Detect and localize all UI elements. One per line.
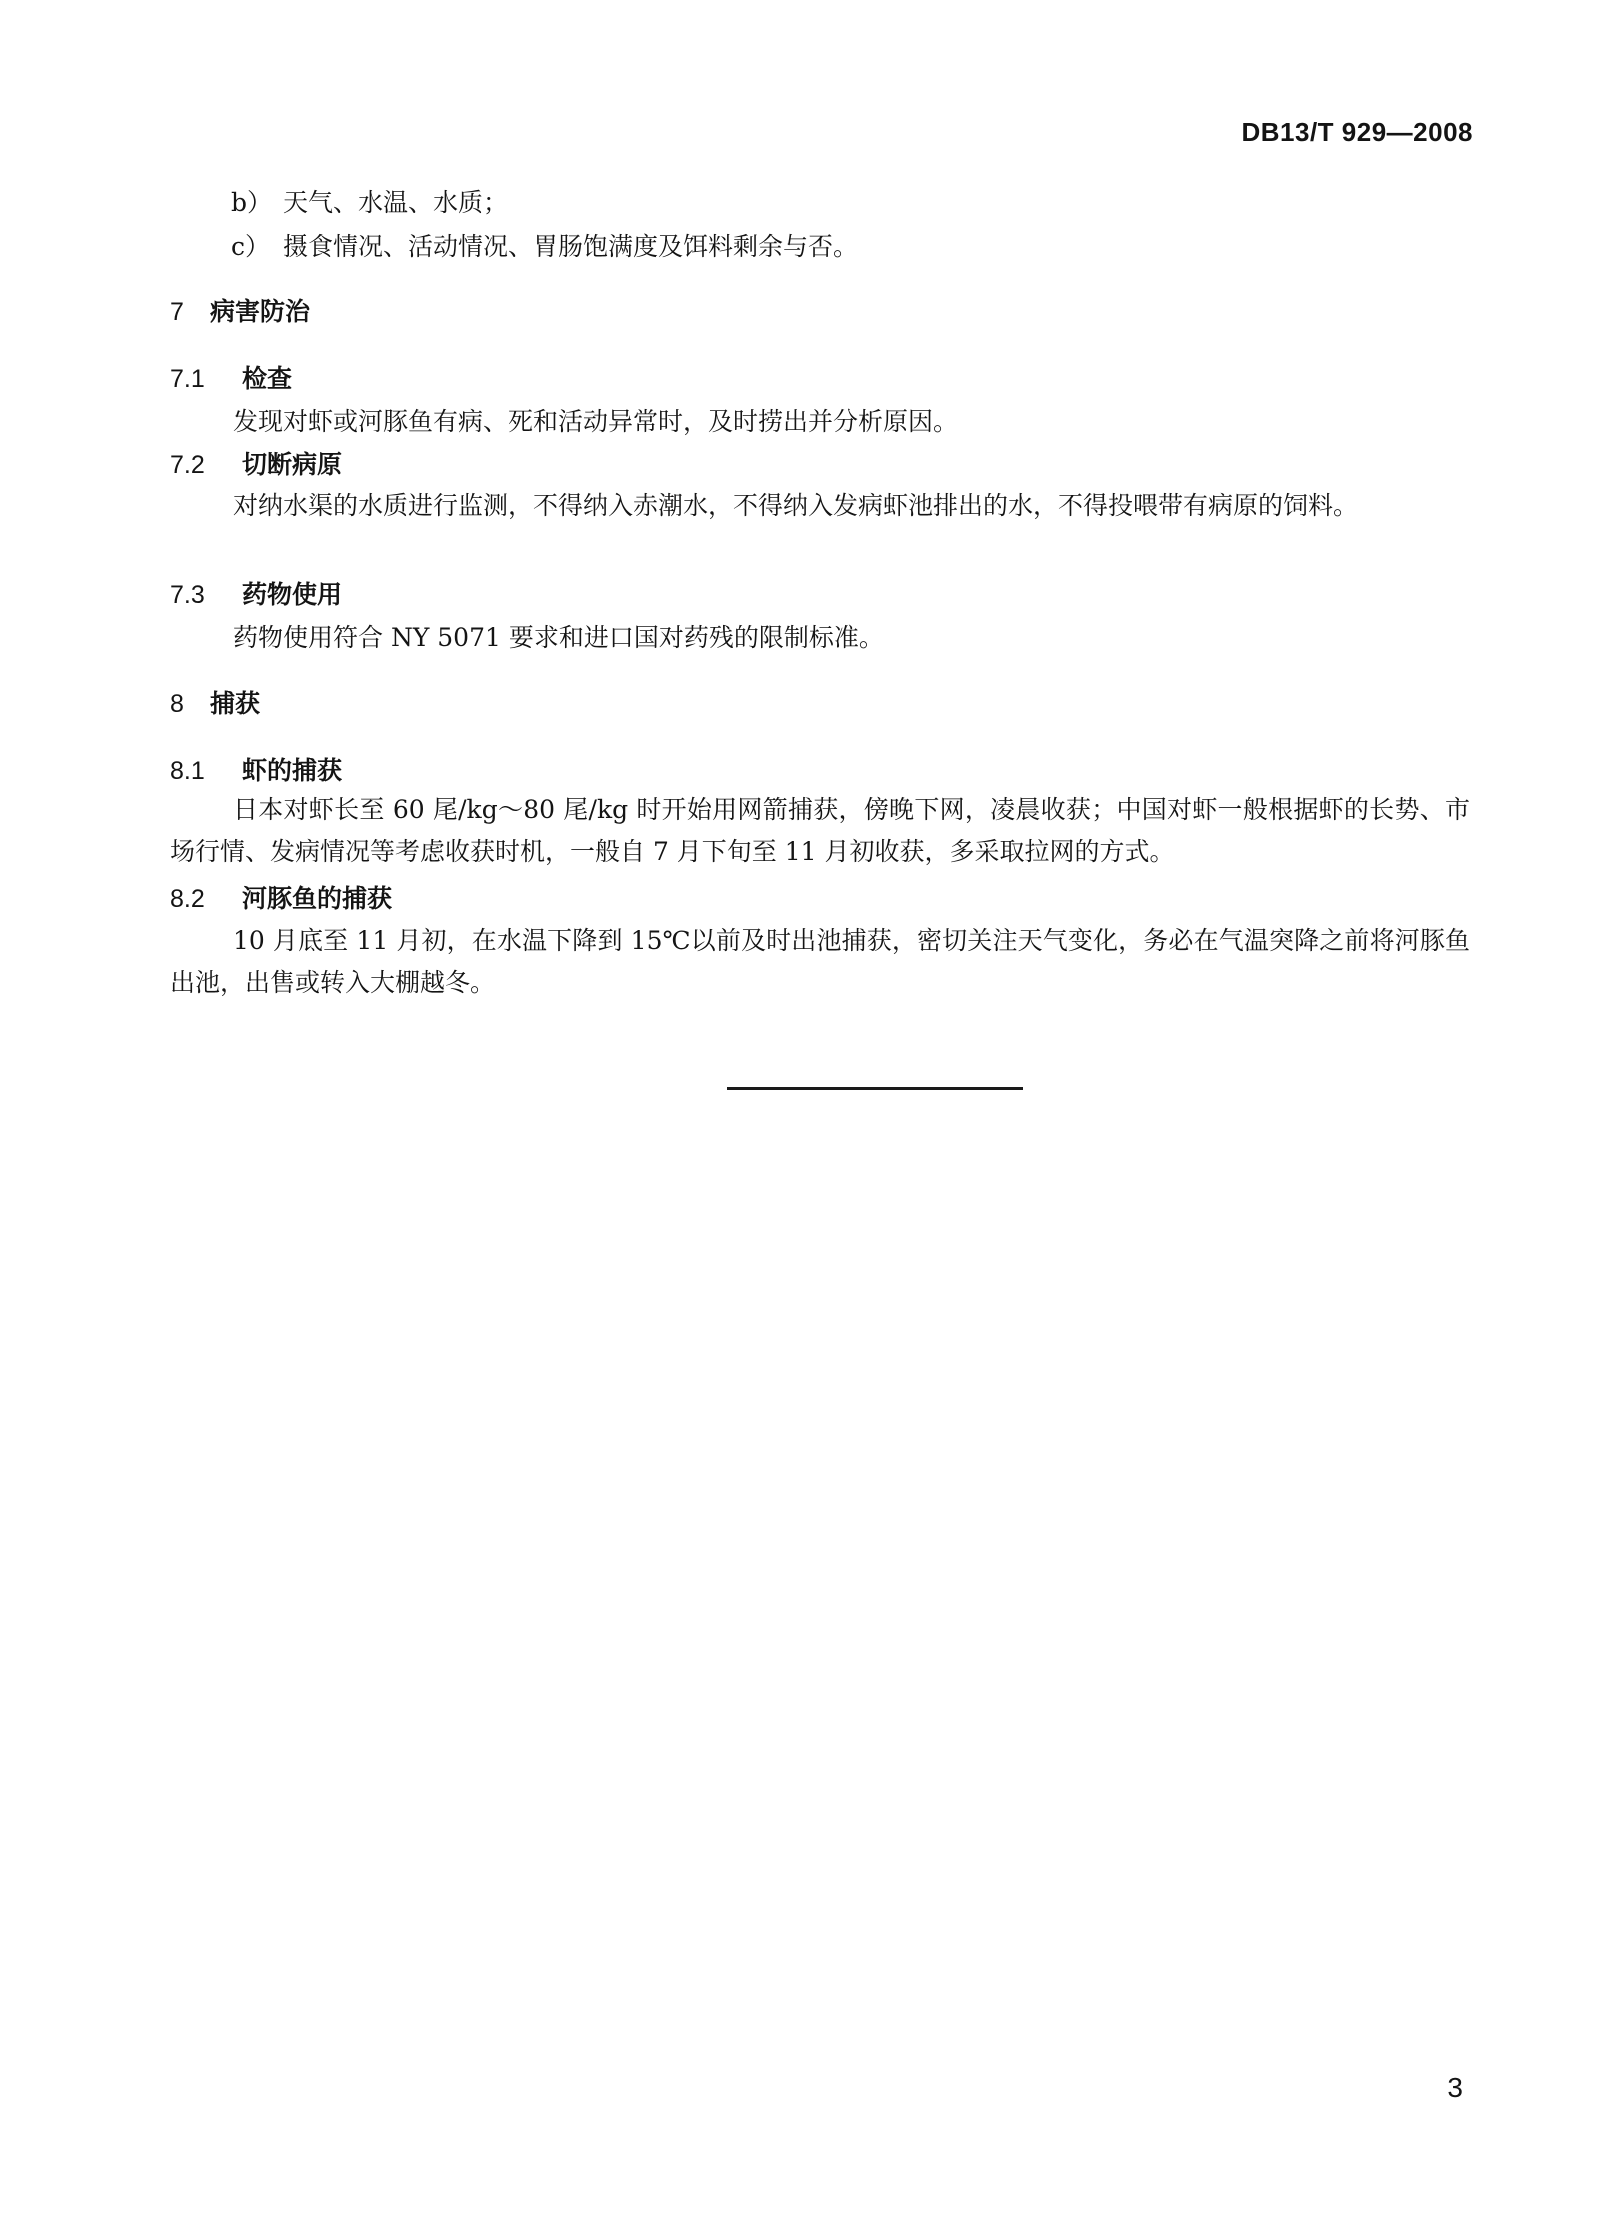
- section-number: 7.3: [170, 581, 205, 609]
- list-marker: c）: [231, 232, 271, 261]
- list-item-b: [231, 186, 508, 220]
- section-title: 病害防治: [210, 297, 311, 326]
- list-item-text: 摄食情况、活动情况、胃肠饱满度及饵料剩余与否。: [283, 232, 859, 261]
- section-7-3-heading: [170, 578, 342, 612]
- section-7-2-text: 对纳水渠的水质进行监测，不得纳入赤潮水，不得纳入发病虾池排出的水，不得投喂带有病原的饲料。: [233, 491, 1359, 520]
- section-title: 捕获: [210, 689, 261, 718]
- section-8-1-text: 日本对虾长至 60 尾/kg～80 尾/kg 时开始用网箭捕获，傍晚下网，凌晨收获；中国对虾一般根据虾的长势、市场行情、发病情况等考虑收获时机，一般自 7 月下旬至 11 月初收获，多采取拉网的方式。: [170, 795, 1470, 866]
- section-8-2-text: 10 月底至 11 月初，在水温下降到 15℃以前及时出池捕获，密切关注天气变化，务必在气温突降之前将河豚鱼出池，出售或转入大棚越冬。: [170, 926, 1470, 997]
- section-8-heading: [170, 687, 260, 721]
- section-number: 8: [170, 690, 184, 718]
- list-item-c: [231, 230, 858, 264]
- section-title: 检查: [242, 364, 293, 393]
- section-7-3-text: 药物使用符合 NY 5071 要求和进口国对药残的限制标准。: [233, 623, 884, 652]
- section-7-1-text: 发现对虾或河豚鱼有病、死和活动异常时，及时捞出并分析原因。: [233, 407, 959, 436]
- section-title: 虾的捕获: [242, 756, 343, 785]
- list-item-text: 天气、水温、水质；: [283, 188, 509, 217]
- section-title: 切断病原: [242, 450, 343, 479]
- section-8-1-heading: [170, 754, 342, 788]
- section-title: 河豚鱼的捕获: [242, 884, 393, 913]
- document-code: DB13/T 929—2008: [1241, 117, 1473, 147]
- section-number: 8.2: [170, 885, 205, 913]
- section-title: 药物使用: [242, 580, 343, 609]
- section-number: 7.1: [170, 365, 205, 393]
- section-7-2-heading: [170, 448, 342, 482]
- section-7-1-heading: [170, 362, 292, 396]
- list-marker: b）: [231, 188, 273, 217]
- section-8-2-heading: [170, 882, 392, 916]
- end-of-document-rule: [727, 1087, 1023, 1090]
- section-number: 8.1: [170, 757, 205, 785]
- section-number: 7.2: [170, 451, 205, 479]
- section-7-heading: [170, 295, 310, 329]
- page-number: 3: [1447, 2072, 1463, 2103]
- section-number: 7: [170, 298, 184, 326]
